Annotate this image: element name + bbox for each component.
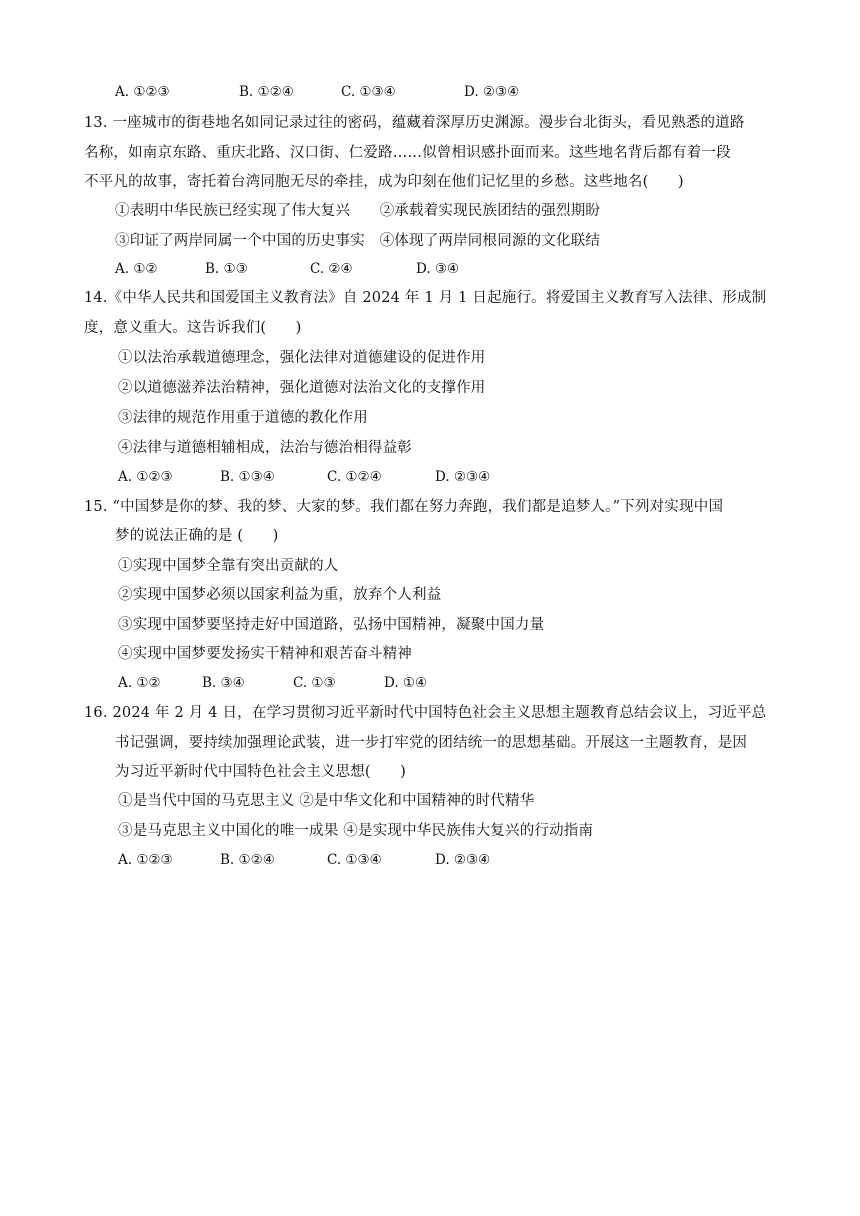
q13-stem-line-3: 不平凡的故事，寄托着台湾同胞无尽的牵挂，成为印刻在他们记忆里的乡愁。这些地名( ): [84, 174, 684, 190]
q13-option-c: C. ②④: [310, 261, 353, 277]
q14-statement-3: ③法律的规范作用重于道德的教化作用: [118, 410, 368, 426]
q14-statement-1: ①以法治承载道德理念，强化法律对道德建设的促进作用: [118, 350, 486, 366]
q15-option-d: D. ①④: [384, 675, 428, 691]
q15-statement-1: ①实现中国梦全靠有突出贡献的人: [118, 558, 339, 574]
q13-stem-line-1: 13. 一座城市的街巷地名如同记录过往的密码，蕴藏着深厚历史渊源。漫步台北街头，看见熟悉的道路: [84, 115, 745, 131]
q15-stem-line-2: 梦的说法正确的是 ( ): [115, 528, 279, 544]
q16-statements-line-2: ③是马克思主义中国化的唯一成果 ④是实现中华民族伟大复兴的行动指南: [118, 823, 594, 839]
q13-option-a: A. ①②: [115, 261, 158, 277]
q12-option-a: A. ①②③: [115, 84, 170, 100]
q14-statement-2: ②以道德滋养法治精神，强化道德对法治文化的支撑作用: [118, 380, 486, 396]
q14-option-c: C. ①②④: [327, 469, 382, 485]
q12-option-b: B. ①②④: [239, 84, 294, 100]
q16-options: [118, 850, 490, 870]
q13-statements-line-2: ③印证了两岸同属一个中国的历史事实 ④体现了两岸同根同源的文化联结: [115, 233, 601, 249]
q16-statements-line-1: ①是当代中国的马克思主义 ②是中华文化和中国精神的时代精华: [118, 793, 535, 809]
q13-option-d: D. ③④: [416, 261, 460, 277]
q14-stem-line-1: 14.《中华人民共和国爱国主义教育法》自 2024 年 1 月 1 日起施行。将爱国主义教育写入法律、形成制: [84, 290, 767, 306]
q12-option-d: D. ②③④: [464, 84, 520, 100]
q12-options: [115, 82, 519, 102]
q14-stem-line-2: 度，意义重大。这告诉我们( ): [84, 320, 302, 336]
q14-statement-4: ④法律与道德相辅相成，法治与德治相得益彰: [118, 440, 412, 456]
q16-option-c: C. ①③④: [327, 852, 382, 868]
q15-option-c: C. ①③: [293, 675, 336, 691]
q15-stem-line-1: 15. “中国梦是你的梦、我的梦、大家的梦。我们都在努力奔跑，我们都是追梦人。”下列对实现中国: [84, 499, 724, 515]
q15-statement-2: ②实现中国梦必须以国家利益为重，放弃个人利益: [118, 587, 442, 603]
q15-statement-4: ④实现中国梦要发扬实干精神和艰苦奋斗精神: [118, 646, 412, 662]
q14-options: [118, 467, 490, 487]
q12-option-c: C. ①③④: [341, 84, 396, 100]
q14-option-b: B. ①③④: [220, 469, 275, 485]
q16-stem-line-2: 书记强调，要持续加强理论武装，进一步打牢党的团结统一的思想基础。开展这一主题教育，是因: [115, 735, 748, 751]
q15-statement-3: ③实现中国梦要坚持走好中国道路，弘扬中国精神，凝聚中国力量: [118, 617, 545, 633]
q14-option-a: A. ①②③: [118, 469, 173, 485]
q13-option-b: B. ①③: [205, 261, 248, 277]
q13-stem-line-2: 名称，如南京东路、重庆北路、汉口街、仁爱路……似曾相识感扑面而来。这些地名背后都有着一段: [84, 145, 731, 161]
q13-options: [115, 259, 459, 279]
q15-option-b: B. ③④: [202, 675, 245, 691]
q15-options: [118, 673, 427, 693]
q16-option-b: B. ①②④: [220, 852, 275, 868]
q16-stem-line-3: 为习近平新时代中国特色社会主义思想( ): [115, 764, 407, 780]
q16-option-d: D. ②③④: [435, 852, 491, 868]
q15-option-a: A. ①②: [118, 675, 161, 691]
q14-option-d: D. ②③④: [435, 469, 491, 485]
q13-statements-line-1: ①表明中华民族已经实现了伟大复兴 ②承载着实现民族团结的强烈期盼: [115, 203, 601, 219]
q16-stem-line-1: 16. 2024 年 2 月 4 日，在学习贯彻习近平新时代中国特色社会主义思想主题教育总结会议上，习近平总: [84, 705, 767, 721]
q16-option-a: A. ①②③: [118, 852, 173, 868]
